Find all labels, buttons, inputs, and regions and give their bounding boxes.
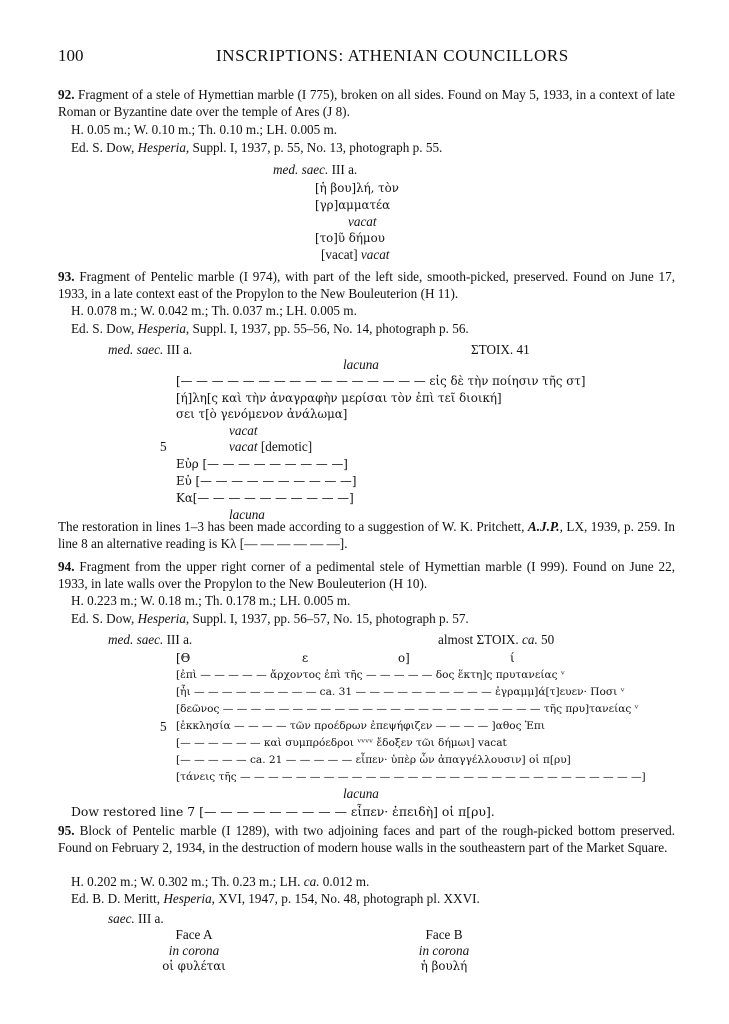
entry-94-description <box>58 558 675 592</box>
running-title: INSCRIPTIONS: ATHENIAN COUNCILLORS <box>216 46 569 65</box>
inscription-line: [ἦι — — — — — — — — — ca. 31 — — — — — — — — — — ἐγραμμ]ά[τ]ευεν· Ποσι ᵛ <box>176 686 625 698</box>
journal-name: Hesperia <box>137 611 186 626</box>
inscription-line: Εὐ [— — — — — — — — — —] <box>176 474 357 488</box>
inscription-line: [— — — — — — — — — — — — — — — — εἰς δὲ τὴν ποίησιν τῆς στ] <box>176 374 586 388</box>
face-a-label: Face A <box>175 927 213 942</box>
inscription-line: [ή]λη[ς καὶ τὴν ἀναγραφὴν μερίσαι τὸν ἐπὶ τεῖ διοική] <box>176 391 502 405</box>
inscription-line: σει τ[ὸ γενόμενον ἀνάλωμα] <box>176 407 348 421</box>
journal-abbrev: A.J.P. <box>527 519 560 534</box>
entry-95-description <box>58 822 675 856</box>
inscription-vacat-line <box>321 246 389 263</box>
entry-95-edition <box>71 890 480 907</box>
entry-92-edition <box>71 139 442 156</box>
inscription-line: Εὐρ [— — — — — — — — —] <box>176 457 348 471</box>
lacuna: lacuna <box>343 786 379 801</box>
inscription-line-1-part: ε <box>302 651 309 665</box>
edition-suffix: , Suppl. I, 1937, pp. 55–56, No. 14, photograph p. 56. <box>185 321 469 336</box>
entry-93-date <box>108 341 192 358</box>
date-value: III a. <box>163 632 193 647</box>
date-label: med. saec. <box>108 342 164 357</box>
entry-number: 92. <box>58 87 75 102</box>
stoich-prefix: almost ΣΤΟΙΧ. <box>438 632 522 647</box>
inscription-vacat: vacat <box>229 423 258 438</box>
date-value: III a. <box>134 911 164 926</box>
inscription-line-1-part: ο] <box>398 651 410 665</box>
description-text: Block of Pentelic marble (I 1289), with two adjoining faces and part of the rough-picked bottom preserved. Found on February 2, 1934, in the destruction of modern house walls in the southeastern part of the Market Square. <box>58 823 675 855</box>
face-a-sub: in corona <box>168 943 220 958</box>
dims-suffix: 0.012 m. <box>319 874 370 889</box>
entry-94-stoichedon <box>438 631 554 648</box>
inscription-line: [γρ]αμματέα <box>315 198 391 212</box>
date-value: III a. <box>163 342 193 357</box>
inscription-line: [τάνεις τῆς — — — — — — — — — — — — — — — — — — — — — — — — — — — — —] <box>176 771 646 783</box>
entry-93-stoichedon: ΣΤΟΙΧ. 41 <box>471 342 530 357</box>
demotic-label: [demotic] <box>257 439 313 454</box>
inscription-line: [δεῶνος — — — — — — — — — — — — — — — — — — — — — — — τῆς πρυ]τανείας ᵛ <box>176 703 639 715</box>
inscription-line: [το]ῦ δήμου <box>315 231 385 245</box>
description-text: Fragment of a stele of Hymettian marble (I 775), broken on all sides. Found on May 5, 1933, in a context of late Roman or Byzantine date over the temple of Ares (J 8). <box>58 87 675 119</box>
entry-95-date <box>108 910 164 927</box>
dims-ca: ca. <box>303 874 320 889</box>
inscription-vacat: vacat <box>348 214 377 229</box>
dims-prefix: H. 0.202 m.; W. 0.302 m.; Th. 0.23 m.; LH. <box>71 874 304 889</box>
entry-94-note: Dow restored line 7 [— — — — — — — — — εἶπεν· ἐπειδὴ] οἱ π[ρυ]. <box>71 804 495 819</box>
journal-name: Hesperia <box>137 140 186 155</box>
face-a-text: οἱ φυλέται <box>162 959 226 973</box>
inscription-line: [ἐπὶ — — — — — ἄρχοντος ἐπὶ τῆς — — — — — δος ἕκτη]ς πρυτανείας ᵛ <box>176 669 565 681</box>
line-number-5: 5 <box>160 439 167 454</box>
entry-94-date <box>108 631 192 648</box>
edition-suffix: , Suppl. I, 1937, pp. 56–57, No. 15, photograph p. 57. <box>185 611 469 626</box>
stoich-count: 50 <box>537 632 555 647</box>
page-number: 100 <box>58 46 84 65</box>
description-text: Fragment of Pentelic marble (I 974), with part of the left side, smooth-picked, preserved. Found on June 17, 1933, in a late context east of the Propylon to the New Bouleuterion (H 11). <box>58 269 676 301</box>
date-label: med. saec. <box>108 632 164 647</box>
edition-prefix: Ed. B. D. Meritt, <box>71 891 164 906</box>
inscription-line: [ἐκκλησία — — — — τῶν προέδρων ἐπεψήφιζεν — — — — ]αθος Ἐπι <box>176 720 546 732</box>
entry-93-dimensions: H. 0.078 m.; W. 0.042 m.; Th. 0.037 m.; LH. 0.005 m. <box>71 303 357 318</box>
date-value: III a. <box>328 162 358 177</box>
entry-92-dimensions: H. 0.05 m.; W. 0.10 m.; Th. 0.10 m.; LH. 0.005 m. <box>71 122 338 137</box>
journal-name: Hesperia <box>137 321 186 336</box>
entry-93-note <box>58 518 675 552</box>
inscription-line: [ἡ βου]λή, τὸν <box>315 181 399 195</box>
lacuna-bottom: lacuna <box>229 507 265 522</box>
edition-prefix: Ed. S. Dow, <box>71 611 138 626</box>
inscription-line-1-part: ί <box>510 651 515 665</box>
entry-number: 94. <box>58 559 75 574</box>
entry-94-edition <box>71 610 469 627</box>
note-suffix: , LX, 1939, p. 259. In line 8 an alternative reading is Κλ [— — — — — —]. <box>58 519 675 551</box>
inscription-line-1-part: [Θ <box>176 651 191 665</box>
entry-95-dimensions <box>71 873 369 890</box>
face-b-label: Face B <box>425 927 463 942</box>
entry-93-edition <box>71 320 469 337</box>
entry-92-description <box>58 86 675 120</box>
entry-number: 95. <box>58 823 75 838</box>
lacuna-top: lacuna <box>343 357 379 372</box>
entry-93-description <box>58 268 675 302</box>
inscription-line: [— — — — — — καὶ συμπρόεδροι ᵛᵛᵛᵛ ἔδοξεν τῶι δήμωι] vacat <box>176 737 507 749</box>
note-prefix: The restoration in lines 1–3 has been made according to a suggestion of W. K. Pritchett, <box>58 519 528 534</box>
entry-94-dimensions: H. 0.223 m.; W. 0.18 m.; Th. 0.178 m.; LH. 0.005 m. <box>71 593 351 608</box>
entry-92-date <box>273 161 357 178</box>
stoich-ca: ca. <box>522 632 538 647</box>
vacat-word: vacat <box>360 247 390 262</box>
edition-prefix: Ed. S. Dow, <box>71 140 138 155</box>
inscription-line: Κα[— — — — — — — — — —] <box>176 491 354 505</box>
entry-number: 93. <box>58 269 75 284</box>
edition-suffix: , XVI, 1947, p. 154, No. 48, photograph pl. XXVI. <box>211 891 480 906</box>
face-b-text: ἡ βουλή <box>420 959 468 973</box>
edition-prefix: Ed. S. Dow, <box>71 321 138 336</box>
inscription-line: [— — — — — ca. 21 — — — — — εἶπεν· ὑπὲρ ὧν ἀπαγγέλλουσιν] οἱ π[ρυ] <box>176 754 571 766</box>
vacat-word: vacat <box>229 439 258 454</box>
description-text: Fragment from the upper right corner of a pedimental stele of Hymettian marble (I 999). Found on June 22, 1933, in late walls over the Propylon to the New Bouleuterion (H 10). <box>58 559 676 591</box>
face-b-sub: in corona <box>418 943 470 958</box>
date-label: med. saec. <box>273 162 329 177</box>
journal-name: Hesperia <box>163 891 212 906</box>
line-number-5: 5 <box>160 719 167 734</box>
date-label: saec. <box>108 911 135 926</box>
vacat-bracket: [vacat] <box>321 247 358 262</box>
inscription-line-5 <box>229 438 312 455</box>
edition-suffix: , Suppl. I, 1937, p. 55, No. 13, photograph p. 55. <box>185 140 443 155</box>
